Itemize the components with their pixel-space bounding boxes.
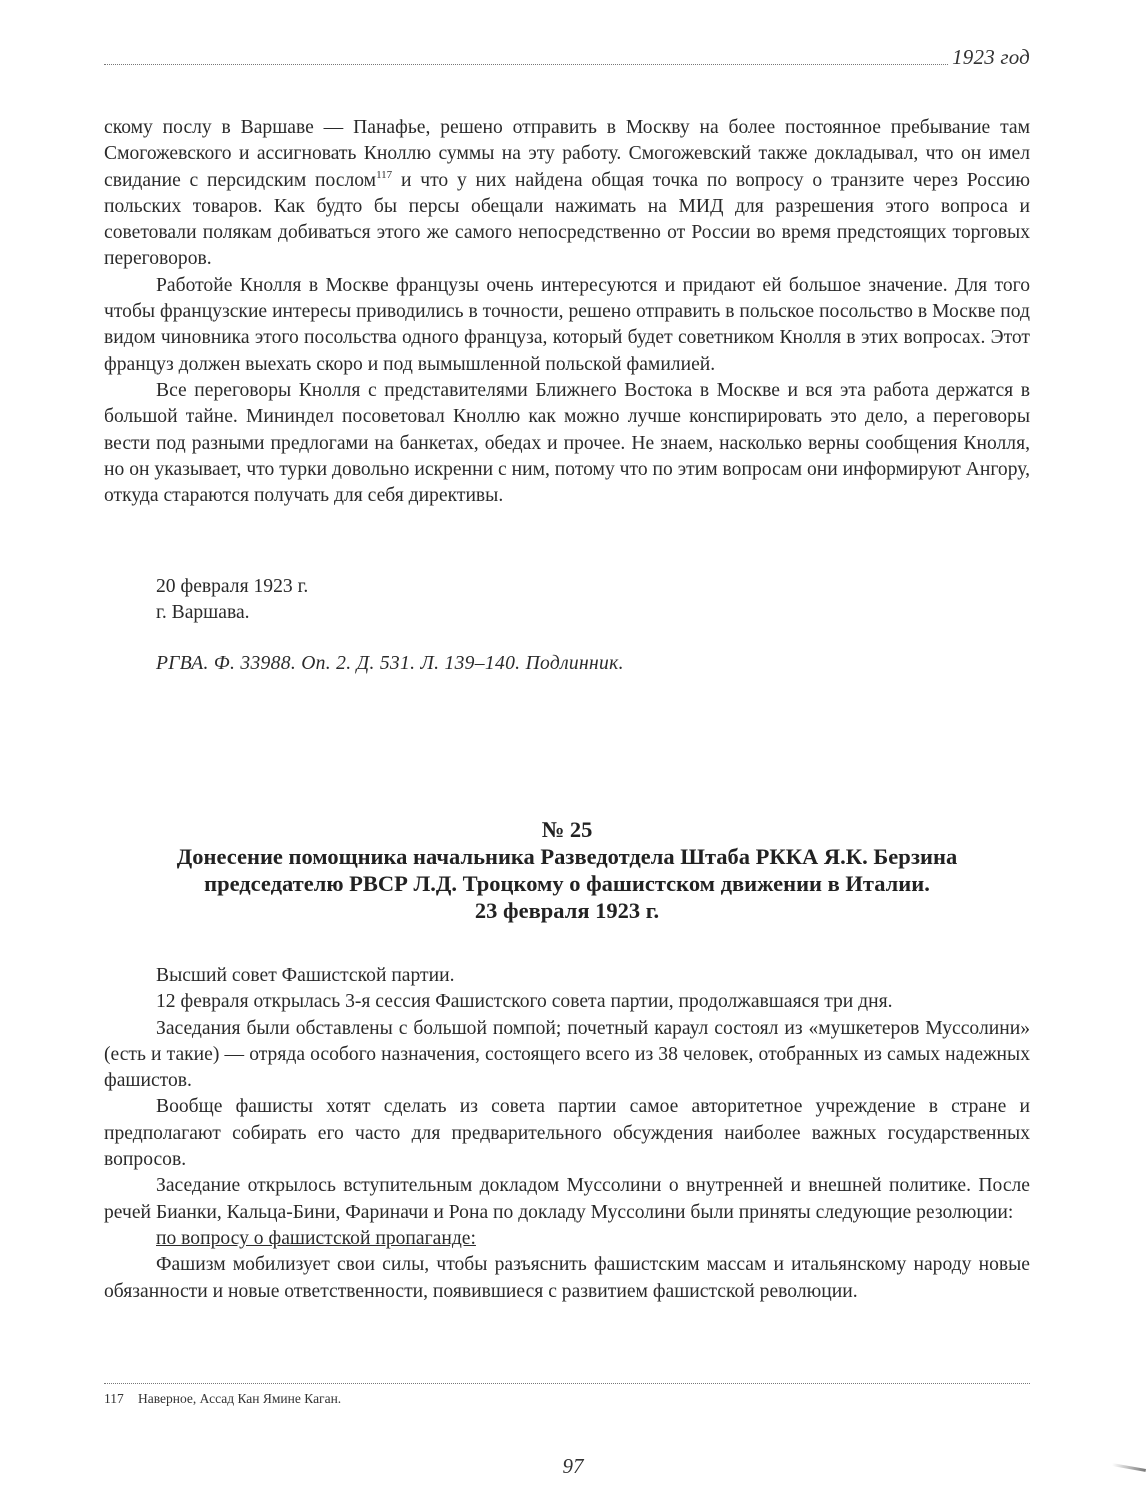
paragraph: Все переговоры Кнолля с представителями Ближнего Востока в Москве и вся эта работа держатся в большой тайне. Мининдел посоветовал Кноллю как можно лучше конспирировать это дело, а переговоры вести под разными предлогами на банкетах, обедах и прочее. Не знаем, насколько верны сообщения Кнолля, но он указывает, что турки довольно искренни с ним, потому что по этим вопросам они информируют Ангору, откуда стараются получать для себя директивы.: [104, 379, 1030, 507]
running-head-title: 1923 год: [952, 45, 1030, 69]
footnote-text: Наверное, Ассад Кан Ямине Каган.: [138, 1391, 342, 1406]
archive-reference: РГВА. Ф. 33988. Оп. 2. Д. 531. Л. 139–140. Подлинник.: [156, 653, 624, 674]
document-title-date: 23 февраля 1923 г.: [474, 898, 660, 923]
document-heading: [104, 816, 1030, 924]
paragraph: Заседания были обставлены с большой помпой; почетный караул состоял из «мушкетеров Муссолини» (есть и такие) — отряда особого назначения, состоящего всего из 38 человек, отобранных из самых надежных фашистов.: [104, 1017, 1030, 1092]
document-signature-block: [156, 574, 308, 627]
footnote-divider: [104, 1383, 1030, 1384]
footnote-number: 117: [104, 1391, 124, 1406]
paragraph: 12 февраля открылась 3-я сессия Фашистского совета партии, продолжавшаяся три дня.: [156, 991, 893, 1013]
paragraph: Работойе Кнолля в Москве французы очень интересуются и придают ей большое значение. Для того чтобы французские интересы приводились в точности, решено отправить в польское посольство в Москве под видом чиновника этого посольства одного француза, который будет советником Кнолля в этих вопросах. Этот француз должен выехать скоро и под вымышленной польской фамилией.: [104, 274, 1030, 375]
document-body: [104, 963, 1030, 1305]
section-subheading: по вопросу о фашистской пропаганде:: [156, 1227, 476, 1249]
footnote-ref[interactable]: 117: [376, 168, 393, 181]
document-number: № 25: [541, 817, 593, 842]
paragraph: скому послу в Варшаве — Панафье, решено отправить в Москву на более постоянное пребывание там Смогожевского и ассигновать Кноллю суммы на эту работу. Смогожевский также докладывал, что он имел свидание с персидским послом$^{117}$ и что у них найдена общая точка по вопросу о транзите через Россию польских товаров. Как будто бы персы обещали нажимать на МИД для разрешения этого вопроса и советовали полякам добиваться этого же самого непосредственно от России во время предстоящих торговых переговоров.: [104, 117, 1030, 270]
page-number: 97: [562, 1454, 584, 1478]
running-head: [104, 44, 1030, 70]
document-title-line: председателю РВСР Л.Д. Троцкому о фашистском движении в Италии.: [204, 871, 930, 896]
paragraph: Высший совет Фашистской партии.: [156, 965, 455, 986]
document-place: г. Варшава.: [156, 602, 250, 624]
paragraph: Заседание открылось вступительным докладом Муссолини о внутренней и внешней политике. После речей Бианки, Кальца-Бини, Фариначи и Рона по докладу Муссолини были приняты следующие резолюции:: [104, 1175, 1030, 1223]
paragraph: Фашизм мобилизует свои силы, чтобы разъяснить фашистским массам и итальянскому народу новые обязанности и новые ответственности, появившиеся с развитием фашистской революции.: [104, 1254, 1030, 1302]
continued-text: [104, 115, 1030, 509]
running-head-rule: [104, 64, 948, 65]
document-date: 20 февраля 1923 г.: [156, 576, 309, 597]
footnote: [104, 1391, 341, 1407]
document-title-line: Донесение помощника начальника Разведотдела Штаба РККА Я.К. Берзина: [176, 844, 958, 869]
paragraph: Вообще фашисты хотят сделать из совета партии самое авторитетное учреждение в стране и предполагают собирать его часто для предварительного обсуждения наиболее важных государственных вопросов.: [104, 1096, 1030, 1171]
